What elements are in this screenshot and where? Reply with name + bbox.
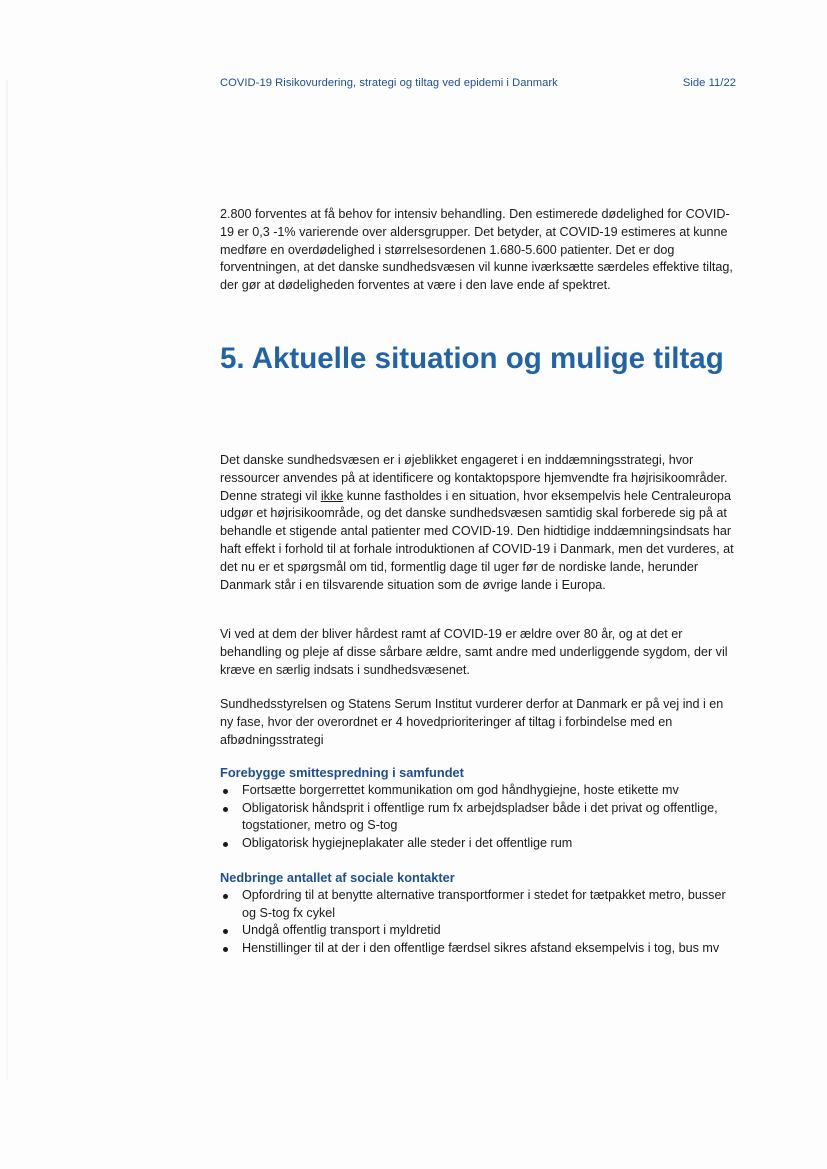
section-title: Forebygge smittespredning i samfundet (220, 765, 464, 780)
section-title: Nedbringe antallet af sociale kontakter (220, 870, 455, 885)
list-item-text: Obligatorisk håndsprit i offentlige rum fx arbejdspladser både i det privat og offentlige, togstationer, metro og S-tog (242, 800, 718, 833)
list-item-text: Fortsætte borgerrettet kommunikation om god håndhygiejne, hoste etikette mv (242, 783, 679, 798)
list-item-text: Henstillinger til at der i den offentlige færdsel sikres afstand eksempelvis i tog, bus mv (242, 940, 720, 955)
paragraph-strategy-text: Sundhedsstyrelsen og Statens Serum Institut vurderer derfor at Danmark er på vej ind i en ny fase, hvor der overordnet er 4 hovedprioriteringer af tiltag i forbindelse med en afbødningsstrategi (220, 697, 724, 747)
bullet-icon (223, 807, 228, 812)
bullet-icon (223, 947, 228, 952)
bullet-list (220, 887, 740, 957)
list-item-text: Obligatorisk hygiejneplakater alle steder i det offentlige rum (242, 835, 573, 850)
paragraph-elderly-text: Vi ved at dem der bliver hårdest ramt af COVID-19 er ældre over 80 år, og at det er behandling og pleje af disse sårbare ældre, samt andre med underliggende sygdom, der vil kræve en særlig indsats i sundhedsvæsenet. (220, 627, 728, 677)
list-item-text: Opfordring til at benytte alternative transportformer i stedet for tætpakket metro, busser og S-tog fx cykel (242, 888, 726, 920)
paragraph-elderly (220, 626, 736, 679)
bullet-icon (223, 789, 228, 794)
paragraph-situation (220, 452, 736, 594)
list-item (220, 887, 740, 922)
paragraph-situation-part-2: kunne fastholdes i en situation, hvor eksempelvis hele Centraleuropa udgør et højrisikoområde, og det danske sundhedsvæsen samtidig skal forberede sig på at behandle et stigende antal patienter med COVID-19. Den hidtidige inddæmningsindsats har haft effekt i forhold til at forhale introduktionen af COVID-19 i Danmark, men det vurderes, at det nu er et spørgsmål om tid, formentlig dage til uger før de nordiske lande, herunder Danmark står i en tilsvarende situation som de øvrige lande i Europa. (220, 488, 734, 592)
section-prevent-spread (220, 764, 740, 852)
list-item (220, 800, 740, 835)
bullet-icon (223, 894, 228, 899)
paragraph-situation-text (220, 452, 736, 594)
list-item (220, 940, 740, 957)
section-heading: 5. Aktuelle situation og mulige tiltag (220, 342, 724, 375)
intro-paragraph (220, 206, 736, 295)
header-title: COVID-19 Risikovurdering, strategi og tiltag ved epidemi i Danmark (220, 77, 558, 89)
page-header (220, 77, 736, 89)
list-item-text: Undgå offentlig transport i myldretid (242, 923, 441, 938)
bullet-list (220, 782, 740, 852)
scan-edge-artifact (6, 80, 8, 1080)
list-item (220, 835, 740, 852)
section-reduce-contacts (220, 869, 740, 957)
list-item (220, 922, 740, 939)
paragraph-strategy (220, 696, 736, 749)
list-item (220, 782, 740, 799)
bullet-icon (223, 842, 228, 847)
paragraph-situation-part-1: Det danske sundhedsvæsen er i øjeblikket engageret i en inddæmningsstrategi, hvor ressourcer anvendes på at identificere og kontaktopspore hjemvendte fra højrisikoområder. Denne strategi vil (220, 453, 728, 503)
page-number: Side 11/22 (682, 77, 736, 89)
intro-paragraph-text: 2.800 forventes at få behov for intensiv behandling. Den estimerede dødelighed for COVID-19 er 0,3 -1% varierende over aldersgrupper. Det betyder, at COVID-19 estimeres at kunne medføre en overdødelighed i størrelsesordenen 1.680-5.600 patienter. Det er dog forventningen, at det danske sundhedsvæsen vil kunne iværksætte særdeles effektive tiltag, der gør at dødeligheden forventes at være i den lave ende af spektret. (220, 207, 733, 293)
bullet-icon (223, 929, 228, 934)
underlined-word: ikke (320, 488, 344, 503)
